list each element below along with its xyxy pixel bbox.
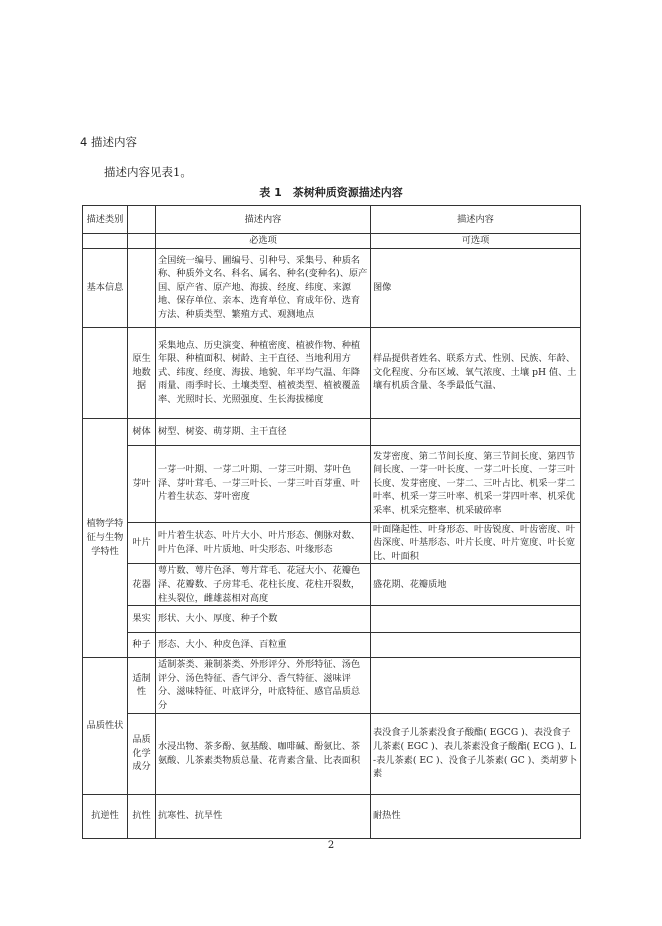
optional-cell — [371, 658, 581, 713]
required-cell: 一芽一叶期、一芽二叶期、一芽三叶期、芽叶色泽、芽叶茸毛、一芽三叶长、一芽三叶百芽重、叶片着生状态、芽叶密度 — [156, 445, 371, 522]
subcategory-cell: 花器 — [128, 564, 156, 606]
subcategory-cell: 叶片 — [128, 522, 156, 564]
optional-cell: 叶面隆起性、叶身形态、叶齿锐度、叶齿密度、叶齿深度、叶基形态、叶片长度、叶片宽度、叶长宽比、叶面积 — [371, 522, 581, 564]
subcategory-cell: 品质化学成分 — [128, 713, 156, 794]
table-row — [83, 418, 581, 445]
subcategory-cell: 种子 — [128, 633, 156, 658]
table-row — [83, 327, 581, 418]
required-cell: 形态、大小、种皮色泽、百粒重 — [156, 633, 371, 658]
required-cell: 适制茶类、兼制茶类、外形评分、外形特征、汤色评分、汤色特征、香气评分、香气特征、滋味评分、滋味特征、叶底评分，叶底特征、感官品质总分 — [156, 658, 371, 713]
table-caption: 表 1 茶树种质资源描述内容 — [259, 186, 403, 199]
category-cell: 基本信息 — [83, 248, 128, 327]
required-cell: 叶片着生状态、叶片大小、叶片形态、侧脉对数、叶片色泽、叶片质地、叶尖形态、叶缘形态 — [156, 522, 371, 564]
category-cell: 植物学特征与生物学特性 — [83, 418, 128, 658]
header-content-optional: 描述内容 — [371, 206, 581, 234]
optional-cell — [371, 606, 581, 633]
subcategory-cell: 原生地数据 — [128, 327, 156, 418]
subheader-empty-1 — [83, 234, 128, 249]
optional-cell: 表没食子儿茶素没食子酸酯( EGCG )、表没食子儿茶素( EGC )、表儿茶素没食子酸酯( ECG )、L -表儿茶素( EC )、没食子儿茶素( GC )、类胡萝卜素 — [371, 713, 581, 794]
subheader-optional: 可选项 — [371, 234, 581, 249]
required-cell: 水浸出物、茶多酚、氨基酸、咖啡碱、酚氨比、茶氨酸、儿茶素类物质总量、花青素含量、比表面积 — [156, 713, 371, 794]
subheader-empty-2 — [128, 234, 156, 249]
description-table — [82, 205, 581, 839]
optional-cell — [371, 418, 581, 445]
required-cell: 萼片数、萼片色泽、萼片茸毛、花冠大小、花瓣色泽、花瓣数、子房茸毛、花柱长度、花柱开裂数，柱头裂位，雌雄蕊相对高度 — [156, 564, 371, 606]
table-subheader-row — [83, 234, 581, 249]
optional-cell: 样品提供者姓名、联系方式、性别、民族、年龄、文化程度、分布区域、氧气浓度、土壤 pH 值、土壤有机质含量、冬季最低气温、 — [371, 327, 581, 418]
optional-cell: 耐热性 — [371, 794, 581, 838]
required-cell: 采集地点、历史演变、种植密度、植被作物、种植年限、种植面积、树龄、主干直径、当地利用方式、纬度、经度、海拔、地貌、年平均气温、年降雨量、雨季时长、土壤类型、植被类型、植被覆盖率、光照时长、光照强度、生长海拔梯度 — [156, 327, 371, 418]
table-row — [83, 248, 581, 327]
header-category: 描述类别 — [83, 206, 128, 234]
table-header-row — [83, 206, 581, 234]
subcategory-cell: 抗性 — [128, 794, 156, 838]
required-cell: 全国统一编号、圃编号、引种号、采集号、种质名称、种质外文名、科名、属名、种名(变种名)、原产国、原产省、原产地、海拔、经度、纬度、来源地、保存单位、亲本、选育单位、育成年份、选育方法、种质类型、繁殖方式、观测地点 — [156, 248, 371, 327]
header-sub-empty — [128, 206, 156, 234]
category-cell: 品质性状 — [83, 658, 128, 794]
subcategory-cell: 果实 — [128, 606, 156, 633]
required-cell: 形状、大小、厚度、种子个数 — [156, 606, 371, 633]
table-row — [83, 713, 581, 794]
table-row — [83, 445, 581, 522]
header-content: 描述内容 — [156, 206, 371, 234]
intro-text: 描述内容见表1。 — [104, 165, 192, 179]
required-cell: 树型、树姿、萌芽期、主干直径 — [156, 418, 371, 445]
section-title: 4 描述内容 — [80, 135, 137, 149]
table-row — [83, 522, 581, 564]
table-row — [83, 633, 581, 658]
optional-cell: 盛花期、花瓣质地 — [371, 564, 581, 606]
page-number: 2 — [327, 840, 335, 851]
optional-cell — [371, 633, 581, 658]
table-row — [83, 606, 581, 633]
table-row — [83, 658, 581, 713]
table-row — [83, 564, 581, 606]
category-cell: 抗逆性 — [83, 794, 128, 838]
subheader-required: 必选项 — [156, 234, 371, 249]
subcategory-cell: 树体 — [128, 418, 156, 445]
optional-cell: 发芽密度、第二节间长度、第三节间长度、第四节间长度、一芽一叶长度、一芽二叶长度、一芽三叶长度、发芽密度、一芽二、三叶占比、机采一芽二叶率、机采一芽三叶率、机采一芽四叶率、机采优采率、机采完整率、机采破碎率 — [371, 445, 581, 522]
optional-cell: 图像 — [371, 248, 581, 327]
required-cell: 抗寒性、抗旱性 — [156, 794, 371, 838]
table-row — [83, 794, 581, 838]
subcategory-cell: 适制性 — [128, 658, 156, 713]
subcategory-cell: 芽叶 — [128, 445, 156, 522]
category-cell — [83, 327, 128, 418]
subcategory-cell — [128, 248, 156, 327]
